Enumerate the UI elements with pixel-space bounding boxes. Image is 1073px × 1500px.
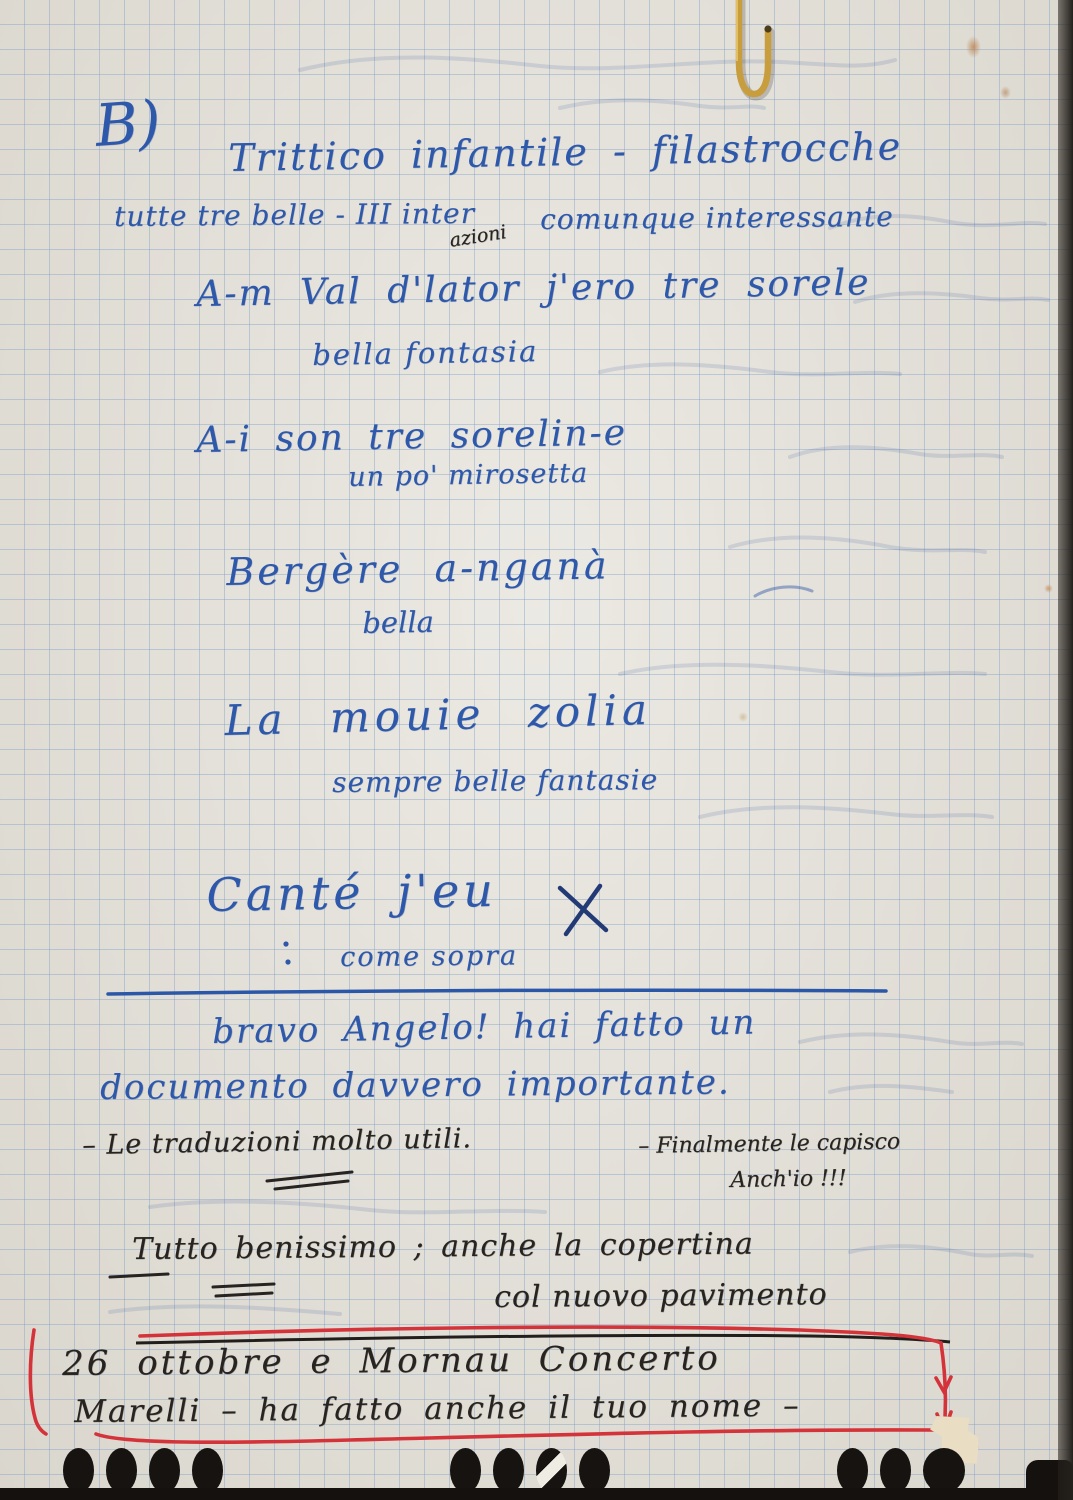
section-label: B) xyxy=(93,87,163,160)
scan-right-edge xyxy=(1058,0,1073,1500)
entry-3-note: bella xyxy=(362,604,435,640)
paperclip-icon xyxy=(737,0,772,96)
scan-bottom-edge xyxy=(0,1488,1073,1500)
crossout-scribble xyxy=(560,886,606,934)
entry-4-main: La mouie zolia xyxy=(224,684,653,745)
entry-5-note: come sopra xyxy=(340,940,519,973)
paper-smudge xyxy=(738,712,748,722)
subtitle-end: comunque interessante xyxy=(540,199,894,236)
praise-line-1: bravo Angelo! hai fatto un xyxy=(212,1002,757,1052)
subtitle-start: tutte tre belle - III inter xyxy=(114,196,476,233)
remark-finalmente: – Finalmente le capisco xyxy=(638,1129,901,1159)
title-line: Trittico infantile - filastrocche xyxy=(228,124,903,180)
remark-col-nuovo: col nuovo pavimento xyxy=(494,1277,828,1315)
entry-1-main: A-m Val d'lator j'ero tre sorele xyxy=(196,262,871,315)
entry-1-note: bella fontasia xyxy=(312,334,539,372)
colon-dots xyxy=(283,941,290,964)
binder-hole xyxy=(106,1448,137,1493)
stray-blue-mark xyxy=(755,587,812,596)
rust-stain-small xyxy=(1000,86,1011,99)
boxed-line-1: 26 ottobre e Mornau Concerto xyxy=(62,1338,721,1384)
entry-5-main: Canté j'eu xyxy=(206,862,498,922)
binder-hole xyxy=(149,1448,180,1493)
entry-3-main: Bergère a-nganà xyxy=(226,543,610,594)
fox-spot xyxy=(1044,584,1053,593)
subtitle-insert-black: azioni xyxy=(448,221,508,252)
rust-stain xyxy=(966,36,981,58)
binder-hole xyxy=(579,1448,610,1493)
entry-2-main: A-i son tre sorelin-e xyxy=(196,412,628,461)
remark-tutto-benissimo: Tutto benissimo ; anche la copertina xyxy=(132,1226,754,1267)
praise-line-2: documento davvero importante. xyxy=(100,1062,731,1108)
remark-traduzioni: – Le traduzioni molto utili. xyxy=(82,1123,473,1161)
boxed-line-2: Marelli – ha fatto anche il tuo nome – xyxy=(74,1387,801,1430)
binder-hole-slashed xyxy=(536,1448,567,1493)
entry-4-note: sempre belle fantasie xyxy=(332,763,659,799)
blue-divider-rule xyxy=(108,990,886,994)
remark-anchio: Anch'io !!! xyxy=(730,1165,847,1193)
entry-2-note: un po' mirosetta xyxy=(348,457,589,493)
binder-hole xyxy=(880,1448,911,1493)
